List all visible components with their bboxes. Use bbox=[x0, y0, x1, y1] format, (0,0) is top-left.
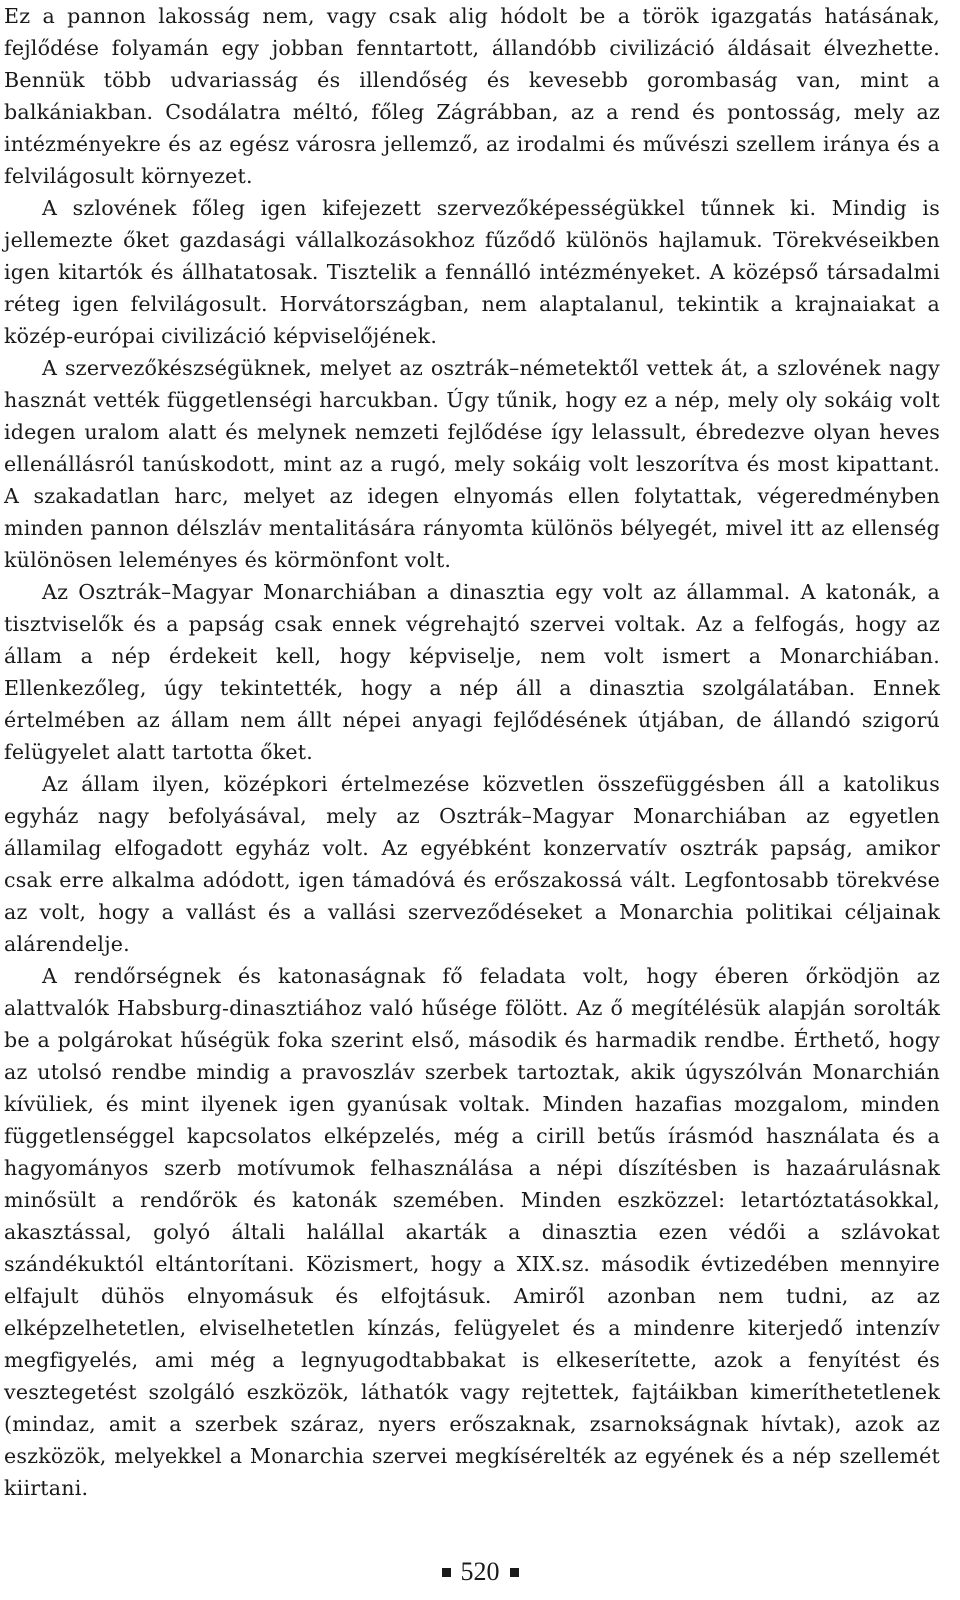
body-text bbox=[4, 0, 940, 1504]
paragraph-1: Ez a pannon lakosság nem, vagy csak alig hódolt be a török igazgatás hatásának, fejlődése folyamán egy jobban fenntartott, állandóbb civilizáció áldásait élvezhette. Bennük több udvariasság és illendőség és kevesebb gorombaság van, mint a balkániakban. Csodálatra méltó, főleg Zágrábban, az a rend és pontosság, mely az intézményekre és az egész városra jellemző, az irodalmi és művészi szellem iránya és a felvilágosult környezet. bbox=[4, 4, 940, 188]
paragraph-2: A szlovének főleg igen kifejezett szervezőképességükkel tűnnek ki. Mindig is jellemezte őket gazdasági vállalkozásokhoz fűződő különös hajlamuk. Törekvéseikben igen kitartók és állhatatosak. Tisztelik a fennálló intézményeket. A középső társadalmi réteg igen felvilágosult. Horvátországban, nem alaptalanul, tekintik a krajnaiakat a közép-európai civilizáció képviselőjének. bbox=[4, 196, 940, 348]
page-footer bbox=[0, 1552, 960, 1592]
page-number: 520 bbox=[460, 1557, 500, 1586]
paragraph-3: A szervezőkészségüknek, melyet az osztrák–németektől vettek át, a szlovének nagy hasznát vették függetlenségi harcukban. Úgy tűnik, hogy ez a nép, mely oly sokáig volt idegen uralom alatt és melynek nemzeti fejlődése így lelassult, ébredezve olyan heves ellenállásról tanúskodott, mint az a rugó, mely sokáig volt leszorítva és most kipattant. A szakadatlan harc, melyet az idegen elnyomás ellen folytattak, végeredményben minden pannon délszláv mentalitására rányomta különös bélyegét, mivel itt az ellenség különösen leleményes és körmönfont volt. bbox=[4, 356, 940, 572]
paragraph-4: Az Osztrák–Magyar Monarchiában a dinasztia egy volt az állammal. A katonák, a tisztviselők és a papság csak ennek végrehajtó szervei voltak. Az a felfogás, hogy az állam a nép érdekeit kell, hogy képviselje, nem volt ismert a Monarchiában. Ellenkezőleg, úgy tekintették, hogy a nép áll a dinasztia szolgálatában. Ennek értelmében az állam nem állt népei anyagi fejlődésének útjában, de állandó szigorú felügyelet alatt tartotta őket. bbox=[4, 580, 940, 764]
right-square-ornament bbox=[510, 1568, 519, 1577]
paragraph-6: A rendőrségnek és katonaságnak fő feladata volt, hogy éberen őrködjön az alattvalók Habsburg-dinasztiához való hűsége fölött. Az ő megítélésük alapján sorolták be a polgárokat hűségük foka szerint első, második és harmadik rendbe. Érthető, hogy az utolsó rendbe mindig a pravoszláv szerbek tartoztak, akik úgyszólván Monarchián kívüliek, és mint ilyenek igen gyanúsak voltak. Minden hazafias mozgalom, minden függetlenséggel kapcsolatos elképzelés, még a cirill betűs írásmód használata és a hagyományos szerb motívumok felhasználása a népi díszítésben is hazaárulásnak minősült a rendőrök és katonák szemében. Minden eszközzel: letartóztatásokkal, akasztással, golyó általi halállal akarták a dinasztia ezen védői a szlávokat szándékuktól eltántorítani. Közismert, hogy a XIX.sz. második évtizedében mennyire elfajult dühös elnyomásuk és elfojtásuk. Amiről azonban nem tudni, az az elképzelhetetlen, elviselhetetlen kínzás, felügyelet és a mindenre kiterjedő intenzív megfigyelés, ami még a legnyugodtabbakat is elkeserítette, azok a fenyítést és vesztegetést szolgáló eszközök, láthatók vagy rejtettek, fajtáikban kimeríthetetlenek (mindaz, amit a szerbek száraz, nyers erőszaknak, zsarnokságnak hívtak), azok az eszközök, melyekkel a Monarchia szervei megkísérelték az egyének és a nép szellemét kiirtani. bbox=[4, 964, 940, 1500]
paragraph-5: Az állam ilyen, középkori értelmezése közvetlen összefüggésben áll a katolikus egyház nagy befolyásával, mely az Osztrák–Magyar Monarchiában az egyetlen államilag elfogadott egyház volt. Az egyébként konzervatív osztrák papság, amikor csak erre alkalma adódott, igen támadóvá és erőszakossá vált. Legfontosabb törekvése az volt, hogy a vallást és a vallási szerveződéseket a Monarchia politikai céljainak alárendelje. bbox=[4, 772, 940, 956]
left-square-ornament bbox=[442, 1568, 451, 1577]
